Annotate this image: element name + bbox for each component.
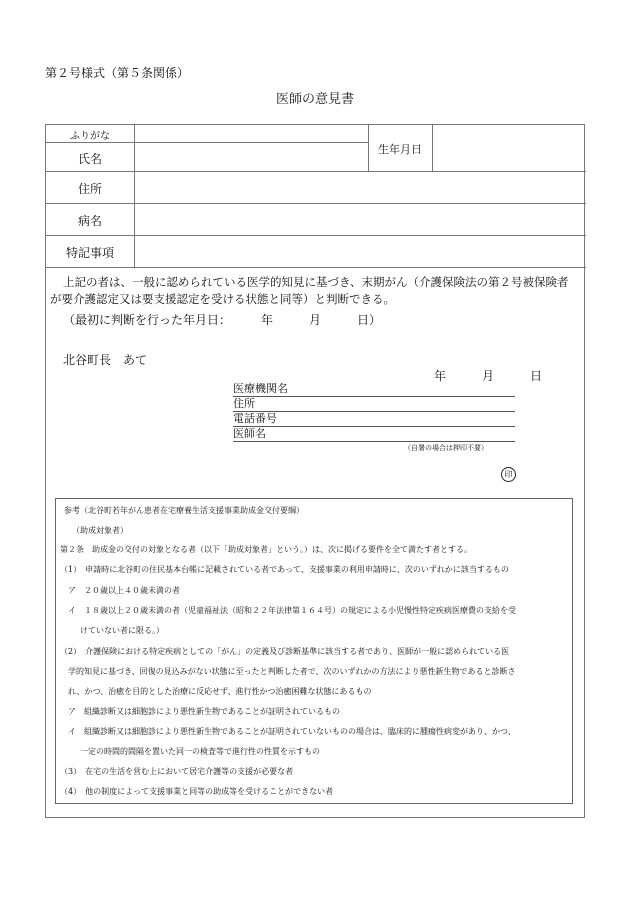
birthdate-label: 生年月日 (378, 143, 422, 156)
phone-line[interactable] (233, 412, 515, 427)
reference-item: （4） 他の制度によって支援事業と同等の助成等を受けることができない者 (60, 787, 334, 796)
reference-item: 学的知見に基づき、回復の見込みがない状態に至ったと判断した者で、次のいずれかの方法により悪性新生物であると診断さ (68, 667, 516, 676)
reference-subheading: （助成対象者） (72, 526, 128, 535)
page-title: 医師の意見書 (275, 92, 354, 107)
signer-address-label: 住所 (233, 397, 255, 410)
statement-line: が要介護認定又は要支援認定を受ける状態と同等）と判断できる。 (50, 292, 395, 306)
phone-label: 電話番号 (233, 412, 277, 425)
reference-item: れ、かつ、治癒を目的とした治療に反応せず、進行性かつ治癒困難な状態にあるもの (68, 687, 372, 696)
furigana-field[interactable] (135, 125, 367, 142)
doctor-label: 医師名 (233, 427, 266, 440)
form-number: 第２号様式（第５条関係） (45, 66, 190, 80)
addressee: 北谷町長 あて (63, 353, 148, 367)
reference-item: けていない者に限る。） (80, 626, 164, 635)
signer-address-line[interactable] (233, 397, 515, 412)
reference-item: ア ２０歳以上４０歳未満の者 (68, 586, 180, 595)
remarks-field[interactable] (135, 236, 585, 267)
reference-item: イ 組織診断又は細胞診により悪性新生物であることが証明されていないものの場合は、臨床的に腫瘍性病変があり、かつ、 (68, 727, 516, 736)
institution-line[interactable] (233, 382, 515, 397)
disease-label: 病名 (77, 214, 102, 228)
row-divider (46, 267, 586, 268)
date-line: 年 月 日 (434, 369, 543, 383)
name-field[interactable] (135, 143, 367, 171)
remarks-label: 特記事項 (65, 246, 114, 260)
seal-note: （自署の場合は押印不要） (404, 444, 488, 452)
statement-line: 上記の者は、一般に認められている医学的知見に基づき、末期がん（介護保険法の第２号被保険者 (63, 275, 569, 289)
reference-item: （3） 在宅の生活を営む上において居宅介護等の支援が必要な者 (60, 767, 294, 776)
reference-item: イ １８歳以上２０歳未満の者（児童福祉法（昭和２２年法律第１６４号）の規定による小児慢性特定疾病医療費の支給を受 (68, 606, 516, 615)
address-label: 住所 (77, 182, 102, 196)
reference-item: 一定の時間的間隔を置いた同一の検査等で進行性の性質を示すもの (80, 747, 320, 756)
seal-icon: 印 (501, 467, 516, 482)
name-label: 氏名 (77, 152, 102, 166)
first-judgment-date: （最初に判断を行った年月日： 年 月 日） (63, 313, 382, 327)
reference-item: ア 組織診断又は細胞診により悪性新生物であることが証明されているもの (68, 707, 340, 716)
reference-article: 第２条 助成金の交付の対象となる者（以下「助成対象者」という。）は、次に掲げる要件を全て満たす者とする。 (60, 545, 472, 554)
birthdate-field[interactable] (433, 125, 585, 171)
reference-heading: 参考（北谷町若年がん患者在宅療養生活支援事業助成金交付要綱） (64, 506, 304, 515)
reference-item: （1） 申請時に北谷町の住民基本台帳に記載されている者であって、支援事業の利用申請時に、次のいずれかに該当するもの (60, 565, 509, 574)
doctor-line[interactable] (233, 427, 515, 442)
address-field[interactable] (135, 172, 585, 203)
reference-item: （2） 介護保険における特定疾病としての「がん」の定義及び診断基準に該当する者であり、医師が一般に認められている医 (60, 647, 510, 656)
institution-label: 医療機関名 (233, 382, 288, 395)
disease-field[interactable] (135, 204, 585, 235)
furigana-label: ふりがな (70, 131, 110, 142)
reference-box (55, 498, 573, 804)
